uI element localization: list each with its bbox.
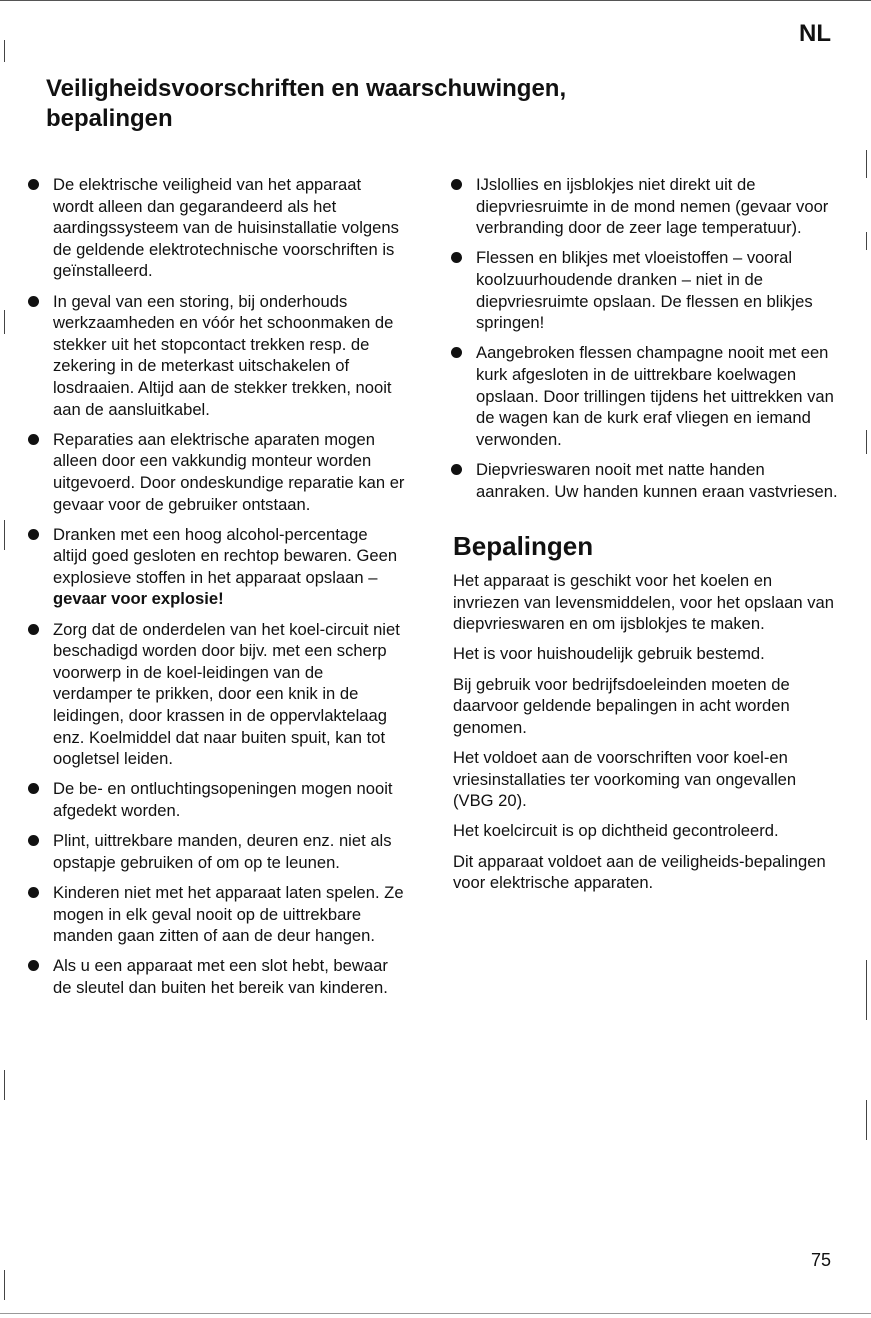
language-code: NL <box>799 20 831 47</box>
list-item: Zorg dat de onderdelen van het koel-circuit niet beschadigd worden door bijv. met een scherp voorwerp in de koel-leidingen van de verdamper te prikken, door een knik in de leidingen, door krassen in de oppervlaktelaag enz. Koelmiddel dat naar buiten spuit, kan tot oogletsel leiden. <box>26 619 406 770</box>
paragraph: Het is voor huishoudelijk gebruik bestemd. <box>453 644 765 664</box>
bullet-icon <box>28 835 39 846</box>
safety-list-right <box>449 174 839 502</box>
bottom-rule <box>0 1313 871 1314</box>
right-column <box>449 174 839 902</box>
bullet-icon <box>451 179 462 190</box>
page-title-line-2: bepalingen <box>46 105 173 132</box>
safety-list-left <box>26 174 406 999</box>
top-rule <box>0 0 871 1</box>
scan-mark <box>866 430 867 454</box>
scan-mark <box>4 40 5 62</box>
list-item: Dranken met een hoog alcohol-percentage altijd goed gesloten en rechtop bewaren. Geen explosieve stoffen in het apparaat opslaan – gevaar voor explosie! <box>26 524 406 610</box>
list-item: In geval van een storing, bij onderhouds werkzaamheden en vóór het schoonmaken de stekker uit het stopcontact trekken resp. de zekering in de meterkast uitschakelen of losdraaien. Altijd aan de stekker trekken, nooit aan de aansluitkabel. <box>26 291 406 421</box>
bullet-icon <box>28 179 39 190</box>
list-item: IJslollies en ijsblokjes niet direkt uit de diepvriesruimte in de mond nemen (gevaar voor verbranding door de zeer lage temperatuur). <box>449 174 839 239</box>
bullet-icon <box>28 783 39 794</box>
paragraph: Het voldoet aan de voorschriften voor koel-en vriesinstallaties ter voorkoming van ongevallen (VBG 20). <box>453 748 797 811</box>
bullet-icon <box>28 960 39 971</box>
paragraph: Het apparaat is geschikt voor het koelen en invriezen van levensmiddelen, voor het opslaan van diepvrieswaren en om ijsblokjes te maken. <box>453 571 834 634</box>
list-item: De be- en ontluchtingsopeningen mogen nooit afgedekt worden. <box>26 778 406 821</box>
bullet-icon <box>28 624 39 635</box>
bullet-icon <box>28 529 39 540</box>
bullet-icon <box>28 296 39 307</box>
left-column <box>26 174 406 1007</box>
scan-mark <box>4 310 5 334</box>
bullet-icon <box>451 347 462 358</box>
bullet-icon <box>451 252 462 263</box>
paragraph: Het koelcircuit is op dichtheid gecontroleerd. <box>453 821 779 841</box>
bullet-icon <box>28 887 39 898</box>
list-item: Als u een apparaat met een slot hebt, bewaar de sleutel dan buiten het bereik van kinderen. <box>26 955 406 998</box>
list-item: Kinderen niet met het apparaat laten spelen. Ze mogen in elk geval nooit op de uittrekbare manden gaan zitten of aan de deur hangen. <box>26 882 406 947</box>
page-title-line-1: Veiligheidsvoorschriften en waarschuwingen, <box>46 75 567 102</box>
list-item: Plint, uittrekbare manden, deuren enz. niet als opstapje gebruiken of om op te leunen. <box>26 830 406 873</box>
list-item: Flessen en blikjes met vloeistoffen – vooral koolzuurhoudende dranken – niet in de diepvriesruimte opslaan. De flessen en blikjes springen! <box>449 247 839 333</box>
page-title <box>46 74 646 134</box>
scan-mark <box>866 960 867 1020</box>
list-item: Reparaties aan elektrische aparaten mogen alleen door een vakkundig monteur worden uitgevoerd. Door ondeskundige reparatie kan er gevaar voor de gebruiker ontstaan. <box>26 429 406 515</box>
explosion-warning: gevaar voor explosie! <box>53 589 224 609</box>
paragraph: Bij gebruik voor bedrijfsdoeleinden moeten de daarvoor geldende bepalingen in acht worden genomen. <box>453 674 790 737</box>
bullet-icon <box>28 434 39 445</box>
scan-mark <box>866 232 867 250</box>
scan-mark <box>866 1100 867 1140</box>
list-item: Aangebroken flessen champagne nooit met een kurk afgesloten in de uittrekbare koelwagen opslaan. Door trillingen tijdens het uittrekken van de wagen kan de kurk eraf vliegen en iemand verwonden. <box>449 342 839 450</box>
paragraph: Dit apparaat voldoet aan de veiligheids-bepalingen voor elektrische apparaten. <box>453 851 826 893</box>
scan-mark <box>4 520 5 550</box>
section-title: Bepalingen <box>453 531 594 562</box>
page-number: 75 <box>810 1250 831 1270</box>
scan-mark <box>4 1270 5 1300</box>
scan-mark <box>4 1070 5 1100</box>
list-item: De elektrische veiligheid van het apparaat wordt alleen dan gegarandeerd als het aardingssysteem van de huisinstallatie volgens de geldende elektrotechnische voorschriften is geïnstalleerd. <box>26 174 406 282</box>
scan-mark <box>866 150 867 178</box>
bullet-icon <box>451 464 462 475</box>
list-item: Diepvrieswaren nooit met natte handen aanraken. Uw handen kunnen eraan vastvriesen. <box>449 459 839 502</box>
